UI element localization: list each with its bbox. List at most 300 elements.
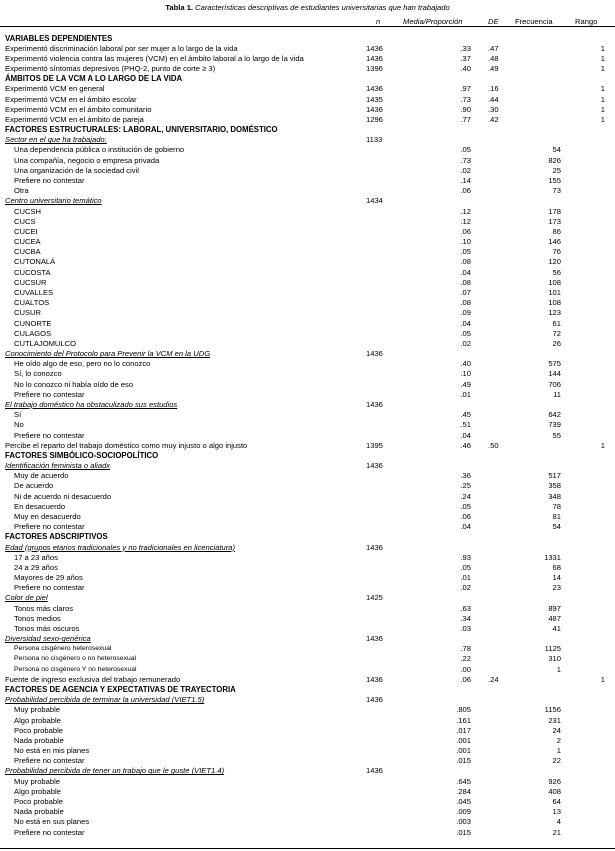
row-n: 1436 — [366, 695, 383, 705]
category-row — [0, 359, 615, 369]
section-heading — [0, 125, 615, 135]
row-n: 1395 — [366, 440, 383, 450]
row-range: 1 — [600, 94, 605, 104]
category-row — [0, 705, 615, 715]
category-row — [0, 380, 615, 390]
row-label: Algo probable — [14, 715, 61, 725]
row-frequency: 120 — [548, 257, 561, 267]
category-row — [0, 512, 615, 522]
row-mean: .05 — [460, 562, 471, 572]
row-label: Una compañía, negocio o empresa privada — [14, 155, 160, 165]
row-frequency: 575 — [548, 359, 561, 369]
row-range: 1 — [600, 43, 605, 53]
variable-row — [0, 675, 615, 685]
variable-row — [0, 44, 615, 54]
row-label: CUCBA — [14, 247, 41, 257]
row-de: .48 — [488, 53, 499, 63]
row-frequency: 1331 — [544, 552, 561, 562]
row-frequency: 23 — [552, 583, 561, 593]
category-row — [0, 247, 615, 257]
row-label: CUCSH — [14, 206, 42, 216]
category-row — [0, 329, 615, 339]
variable-row — [0, 441, 615, 451]
row-label: El trabajo doméstico ha obstaculizado sus estudios — [5, 399, 178, 409]
row-label: Color de piel — [5, 593, 48, 603]
category-row — [0, 573, 615, 583]
variable-row — [0, 64, 615, 74]
row-mean: .49 — [460, 379, 471, 389]
row-label: Experimentó VCM en el ámbito escolar — [5, 94, 137, 104]
row-frequency: 146 — [548, 237, 561, 247]
row-mean: .05 — [460, 247, 471, 257]
row-frequency: 310 — [548, 654, 561, 664]
row-n: 1436 — [366, 542, 383, 552]
group-heading — [0, 349, 615, 359]
row-label: FACTORES ADSCRIPTIVOS — [5, 532, 108, 542]
row-frequency: 25 — [552, 165, 561, 175]
section-heading — [0, 34, 615, 44]
row-mean: .09 — [460, 308, 471, 318]
row-mean: .045 — [456, 797, 471, 806]
row-label: Experimentó violencia contra las mujeres (VCM) en el ámbito laboral a lo largo de la vida — [5, 53, 304, 63]
column-header-n: n — [376, 16, 381, 26]
row-label: Tonos medios — [14, 613, 61, 623]
row-label: Muy probable — [14, 776, 61, 786]
row-label: CUCSUR — [14, 277, 47, 287]
row-label: Muy en desacuerdo — [14, 511, 81, 521]
row-label: Prefiere no contestar — [14, 827, 85, 837]
row-mean: .02 — [460, 583, 471, 593]
row-n: 1436 — [366, 674, 383, 684]
category-row — [0, 390, 615, 400]
row-label: CUALTOS — [14, 298, 50, 308]
row-frequency: 24 — [552, 725, 561, 735]
row-mean: .02 — [460, 165, 471, 175]
row-mean: .10 — [460, 369, 471, 379]
row-label: De acuerdo — [14, 481, 54, 491]
group-heading — [0, 634, 615, 644]
group-heading — [0, 196, 615, 206]
row-de: .16 — [488, 84, 499, 94]
row-frequency: 101 — [548, 288, 561, 297]
row-mean: .34 — [460, 613, 471, 623]
row-frequency: 231 — [548, 715, 561, 725]
row-frequency: 897 — [548, 603, 561, 613]
row-mean: .001 — [456, 735, 471, 745]
row-frequency: 68 — [552, 562, 561, 572]
category-row — [0, 298, 615, 308]
group-heading — [0, 461, 615, 471]
row-frequency: 64 — [552, 797, 561, 806]
category-row — [0, 777, 615, 787]
row-label: Muy de acuerdo — [14, 471, 69, 481]
row-mean: .04 — [460, 430, 471, 440]
row-de: .50 — [488, 440, 499, 450]
group-heading — [0, 135, 615, 145]
row-frequency: 1 — [556, 664, 561, 674]
row-n: 1436 — [366, 399, 383, 409]
row-frequency: 26 — [552, 338, 561, 348]
column-header-mean: Media/Proporción — [403, 16, 463, 26]
row-mean: .05 — [460, 328, 471, 338]
row-frequency: 54 — [552, 522, 561, 532]
row-label: CUCOSTA — [14, 267, 51, 277]
category-row — [0, 227, 615, 237]
row-frequency: 358 — [548, 481, 561, 491]
category-row — [0, 481, 615, 491]
row-frequency: 123 — [548, 308, 561, 318]
row-mean: .12 — [460, 206, 471, 216]
row-label: Probabilidad percibida de terminar la universidad (VIET1.5) — [5, 695, 205, 705]
row-label: Tonos más oscuros — [14, 623, 80, 633]
category-row — [0, 817, 615, 827]
row-frequency: 56 — [552, 267, 561, 277]
row-frequency: 348 — [548, 491, 561, 501]
variable-row — [0, 95, 615, 105]
row-label: Percibe el reparto del trabajo doméstico como muy injusto o algo injusto — [5, 440, 248, 450]
row-label: No — [14, 420, 24, 430]
row-frequency: 81 — [552, 511, 561, 521]
row-label: Experimentó VCM en el ámbito de pareja — [5, 114, 144, 124]
row-mean: .001 — [456, 746, 471, 756]
group-heading — [0, 766, 615, 776]
section-heading — [0, 451, 615, 461]
row-mean: .06 — [460, 186, 471, 196]
category-row — [0, 787, 615, 797]
category-row — [0, 288, 615, 298]
category-row — [0, 736, 615, 746]
row-frequency: 13 — [552, 807, 561, 817]
group-heading — [0, 695, 615, 705]
category-row — [0, 308, 615, 318]
row-label: Tonos más claros — [14, 603, 74, 613]
category-row — [0, 431, 615, 441]
row-mean: .77 — [460, 114, 471, 124]
category-row — [0, 278, 615, 288]
category-row — [0, 319, 615, 329]
category-row — [0, 553, 615, 563]
row-mean: .06 — [460, 226, 471, 236]
row-frequency: 517 — [548, 471, 561, 481]
row-de: .24 — [488, 674, 499, 684]
row-frequency: 72 — [552, 328, 561, 338]
table-number: Tabla 1. — [165, 3, 194, 12]
section-heading — [0, 685, 615, 695]
row-de: .42 — [488, 114, 499, 124]
category-row — [0, 624, 615, 634]
row-label: Mayores de 29 años — [14, 573, 83, 583]
row-n: 1425 — [366, 593, 383, 603]
row-frequency: 144 — [548, 369, 561, 379]
row-mean: .12 — [460, 216, 471, 226]
row-frequency: 173 — [548, 216, 561, 226]
row-label: Probabilidad percibida de tener un trabajo que le guste (VIET1.4) — [5, 766, 225, 776]
row-label: Algo probable — [14, 786, 61, 796]
row-mean: .78 — [460, 644, 471, 654]
row-n: 1436 — [366, 84, 383, 94]
column-header-de: DE — [488, 16, 499, 26]
row-mean: .40 — [460, 359, 471, 369]
row-label: CUSUR — [14, 308, 42, 318]
row-label: Otra — [14, 186, 29, 196]
row-label: CUCS — [14, 216, 36, 226]
row-frequency: 76 — [552, 247, 561, 257]
category-row — [0, 522, 615, 532]
row-label: Fuente de ingreso exclusiva del trabajo remunerado — [5, 674, 181, 684]
row-mean: .90 — [460, 104, 471, 114]
row-mean: .40 — [460, 64, 471, 74]
row-label: FACTORES SIMBÓLICO-SOCIOPOLÍTICO — [5, 450, 159, 460]
row-label: CUNORTE — [14, 318, 52, 328]
row-frequency: 21 — [552, 827, 561, 837]
category-row — [0, 807, 615, 817]
category-row — [0, 756, 615, 766]
row-n: 1396 — [366, 64, 383, 74]
row-label: Ni de acuerdo ni desacuerdo — [14, 491, 112, 501]
row-frequency: 41 — [552, 623, 561, 633]
row-label: Una organización de la sociedad civil — [14, 165, 139, 175]
row-label: Prefiere no contestar — [14, 756, 85, 766]
row-de: .49 — [488, 64, 499, 74]
row-label: FACTORES DE AGENCIA Y EXPECTATIVAS DE TRAYECTORIA — [5, 685, 236, 695]
row-range: 1 — [600, 674, 605, 684]
row-mean: .04 — [460, 267, 471, 277]
row-label: 24 a 29 años — [14, 562, 58, 572]
row-mean: .015 — [456, 756, 471, 766]
row-frequency: 78 — [552, 501, 561, 511]
row-mean: .01 — [460, 389, 471, 399]
variable-row — [0, 115, 615, 125]
row-mean: .161 — [456, 715, 471, 725]
row-n: 1436 — [366, 634, 383, 644]
row-mean: .00 — [460, 664, 471, 674]
row-label: Prefiere no contestar — [14, 176, 85, 186]
row-n: 1436 — [366, 766, 383, 776]
row-label: Experimentó VCM en general — [5, 84, 105, 94]
row-n: 1434 — [366, 196, 383, 206]
column-header-range: Rango — [575, 16, 598, 26]
row-label: Edad (grupos etarios tradicionales y no tradicionales en licenciatura) — [5, 542, 236, 552]
row-frequency: 408 — [548, 786, 561, 796]
row-mean: .003 — [456, 817, 471, 827]
row-range: 1 — [600, 53, 605, 63]
row-frequency: 826 — [548, 155, 561, 165]
row-label: Experimentó discriminación laboral por ser mujer a lo largo de la vida — [5, 43, 238, 53]
row-mean: .22 — [460, 654, 471, 664]
row-mean: .73 — [460, 94, 471, 104]
row-label: Nada probable — [14, 807, 64, 817]
row-label: CUCEA — [14, 237, 41, 247]
row-label: Identificación feminista o aliadx — [5, 461, 111, 471]
row-label: No lo conozco ni había oído de eso — [14, 379, 134, 389]
row-label: VARIABLES DEPENDIENTES — [5, 33, 113, 43]
category-row — [0, 746, 615, 756]
row-frequency: 1156 — [544, 705, 561, 715]
row-frequency: 55 — [552, 430, 561, 440]
row-label: Prefiere no contestar — [14, 389, 85, 399]
row-frequency: 14 — [552, 573, 561, 583]
variable-row — [0, 54, 615, 64]
row-frequency: 22 — [552, 756, 561, 766]
row-de: .47 — [488, 43, 499, 53]
row-label: Persona no cisgénero o no heterosexual — [14, 655, 137, 663]
row-n: 1436 — [366, 43, 383, 53]
row-label: 17 a 23 años — [14, 552, 58, 562]
category-row — [0, 156, 615, 166]
category-row — [0, 828, 615, 838]
category-row — [0, 217, 615, 227]
row-mean: .37 — [460, 53, 471, 63]
row-mean: .06 — [460, 511, 471, 521]
row-mean: .51 — [460, 420, 471, 430]
row-n: 1436 — [366, 104, 383, 114]
row-frequency: 61 — [552, 318, 561, 328]
category-row — [0, 726, 615, 736]
bottom-rule — [0, 848, 615, 849]
category-row — [0, 410, 615, 420]
row-frequency: 155 — [548, 176, 561, 186]
row-range: 1 — [600, 114, 605, 124]
category-row — [0, 716, 615, 726]
row-mean: .73 — [460, 155, 471, 165]
row-mean: .33 — [460, 43, 471, 53]
row-n: 1435 — [366, 94, 383, 104]
table-header — [0, 15, 615, 27]
row-label: En desacuerdo — [14, 501, 66, 511]
row-mean: .04 — [460, 318, 471, 328]
category-row — [0, 583, 615, 593]
category-row — [0, 654, 615, 664]
row-mean: .08 — [460, 298, 471, 308]
category-row — [0, 563, 615, 573]
row-frequency: 1125 — [544, 644, 561, 654]
row-mean: .009 — [456, 807, 471, 817]
row-label: Centro universitario temático — [5, 196, 102, 206]
category-row — [0, 369, 615, 379]
row-frequency: 73 — [552, 186, 561, 196]
row-frequency: 108 — [548, 277, 561, 287]
row-label: Conocimiento del Protocolo para Prevenir la VCM en la UDG — [5, 349, 211, 359]
row-label: ÁMBITOS DE LA VCM A LO LARGO DE LA VIDA — [5, 74, 183, 84]
row-label: CULAGOS — [14, 328, 52, 338]
row-mean: .805 — [456, 705, 471, 715]
row-label: He oído algo de eso, pero no lo conozco — [14, 359, 151, 369]
row-frequency: 926 — [548, 776, 561, 786]
row-n: 1436 — [366, 53, 383, 63]
category-row — [0, 614, 615, 624]
row-range: 1 — [600, 104, 605, 114]
row-n: 1296 — [366, 114, 383, 124]
row-de: .30 — [488, 104, 499, 114]
row-mean: .04 — [460, 522, 471, 532]
row-label: Persona no cisgénero Y no heterosexual — [14, 665, 137, 673]
row-label: Una dependencia pública o institución de gobierno — [14, 145, 185, 155]
row-label: Prefiere no contestar — [14, 430, 85, 440]
row-range: 1 — [600, 64, 605, 74]
group-heading — [0, 543, 615, 553]
row-mean: .46 — [460, 440, 471, 450]
row-mean: .01 — [460, 573, 471, 583]
row-label: Prefiere no contestar — [14, 583, 85, 593]
row-frequency: 1 — [556, 746, 561, 756]
category-row — [0, 176, 615, 186]
section-heading — [0, 74, 615, 84]
category-row — [0, 237, 615, 247]
row-mean: .017 — [456, 725, 471, 735]
variable-row — [0, 84, 615, 94]
row-mean: .645 — [456, 776, 471, 786]
row-label: FACTORES ESTRUCTURALES: LABORAL, UNIVERSITARIO, DOMÉSTICO — [5, 125, 278, 135]
row-mean: .03 — [460, 623, 471, 633]
row-n: 1133 — [366, 135, 383, 145]
row-label: Experimentó síntomas depresivos (PHQ-2, punto de corte ≥ 3) — [5, 64, 216, 74]
row-label: No está en mis planes — [14, 746, 90, 756]
row-mean: .10 — [460, 237, 471, 247]
category-row — [0, 644, 615, 654]
category-row — [0, 207, 615, 217]
section-heading — [0, 532, 615, 542]
row-mean: .97 — [460, 84, 471, 94]
row-de: .44 — [488, 94, 499, 104]
table-caption: Características descriptivas de estudiantes universitarias que han trabajado — [195, 3, 450, 12]
row-mean: .63 — [460, 603, 471, 613]
row-mean: .05 — [460, 501, 471, 511]
row-mean: .05 — [460, 145, 471, 155]
category-row — [0, 502, 615, 512]
row-frequency: 86 — [552, 226, 561, 236]
row-label: Muy probable — [14, 705, 61, 715]
row-mean: .02 — [460, 338, 471, 348]
row-frequency: 108 — [548, 298, 561, 308]
row-label: Experimentó VCM en el ámbito comunitario — [5, 104, 152, 114]
row-mean: .24 — [460, 491, 471, 501]
row-frequency: 178 — [548, 206, 561, 216]
column-header-frequency: Frecuencia — [515, 16, 553, 26]
row-range: 1 — [600, 84, 605, 94]
row-frequency: 487 — [548, 613, 561, 623]
category-row — [0, 257, 615, 267]
row-label: Poco probable — [14, 725, 63, 735]
category-row — [0, 604, 615, 614]
row-mean: .45 — [460, 410, 471, 420]
row-label: Sector en el que ha trabajado: — [5, 135, 107, 145]
row-label: No está en sus planes — [14, 817, 90, 827]
row-range: 1 — [600, 440, 605, 450]
row-label: Diversidad sexo-genérica — [5, 634, 91, 644]
row-label: Prefiere no contestar — [14, 522, 85, 532]
row-label: Sí — [14, 410, 22, 420]
group-heading — [0, 593, 615, 603]
row-mean: .14 — [460, 176, 471, 186]
row-mean: .06 — [460, 674, 471, 684]
category-row — [0, 797, 615, 807]
row-mean: .93 — [460, 552, 471, 562]
category-row — [0, 665, 615, 675]
row-mean: .08 — [460, 257, 471, 267]
category-row — [0, 339, 615, 349]
category-row — [0, 145, 615, 155]
category-row — [0, 268, 615, 278]
row-label: CUVALLES — [14, 288, 54, 297]
row-label: Sí, lo conozco — [14, 369, 62, 379]
row-frequency: 2 — [556, 735, 561, 745]
row-frequency: 4 — [556, 817, 561, 827]
group-heading — [0, 400, 615, 410]
table-title — [0, 3, 615, 12]
row-frequency: 642 — [548, 410, 561, 420]
row-label: CUTLAJOMULCO — [14, 338, 77, 348]
category-row — [0, 471, 615, 481]
